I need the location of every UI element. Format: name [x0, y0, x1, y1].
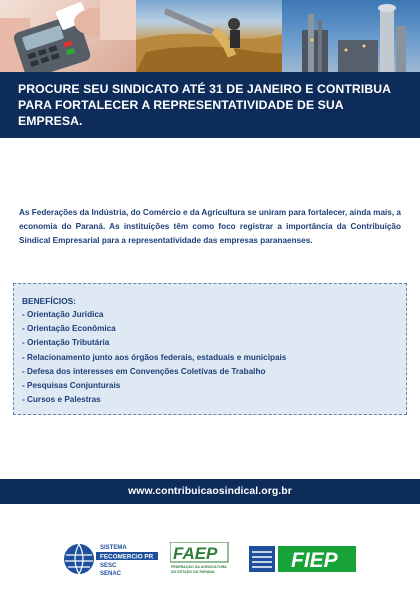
faep-logo — [170, 542, 232, 576]
industrial-plant-illustration — [282, 0, 420, 72]
faep-subtitle-2: DO ESTADO DO PARANÁ — [171, 570, 215, 574]
headline-line-2: PARA FORTALECER A REPRESENTATIVIDADE DE SUA EMPRESA. — [18, 98, 344, 128]
headline-line-1: PROCURE SEU SINDICATO ATÉ 31 DE JANEIRO E CONTRIBUA — [18, 82, 392, 96]
benefit-item: - Cursos e Palestras — [22, 395, 101, 405]
benefits-title: BENEFÍCIOS: — [22, 296, 76, 306]
headline-banner — [0, 72, 420, 138]
benefit-item: - Defesa dos interesses em Convenções Coletivas de Trabalho — [22, 366, 266, 376]
senac-label: SENAC — [100, 571, 122, 576]
website-link[interactable]: www.contribuicaosindical.org.br — [128, 486, 292, 497]
fiep-emblem-icon — [249, 546, 275, 572]
photo-grain-harvest — [136, 0, 282, 72]
card-terminal-illustration — [0, 0, 136, 72]
globe-icon — [64, 544, 94, 574]
partner-logos — [0, 540, 420, 580]
benefit-item: - Relacionamento junto aos órgãos federais, estaduais e municipais — [22, 352, 287, 362]
benefits-box — [13, 283, 407, 415]
intro-paragraph: As Federações da Indústria, do Comércio e da Agricultura se uniram para fortalecer, ainda mais, a economia do Paraná. As instituições têm como foco registrar a importância da Contribuição Sindical Empresarial para a representatividade das empresas paranaenses. — [19, 208, 401, 246]
headline — [18, 81, 402, 129]
sistema-label: SISTEMA — [100, 545, 127, 551]
header-photo-strip — [0, 0, 420, 72]
sistema-fecomercio-logo — [62, 542, 158, 576]
benefit-item: - Orientação Econômica — [22, 324, 116, 334]
grain-harvest-illustration — [136, 0, 282, 72]
fiep-logo — [249, 544, 357, 574]
benefits-list — [22, 308, 398, 407]
photo-card-payment — [0, 0, 136, 72]
faep-subtitle-1: FEDERAÇÃO DA AGRICULTURA — [171, 565, 227, 569]
benefit-item: - Orientação Tributária — [22, 338, 110, 348]
website-banner — [0, 479, 420, 504]
fecomercio-label: FECOMERCIO PR — [100, 553, 154, 561]
faep-wordmark: FAEP — [173, 544, 218, 563]
fiep-wordmark: FIEP — [291, 549, 338, 572]
benefit-item: - Pesquisas Conjunturais — [22, 381, 121, 391]
photo-industry — [282, 0, 420, 72]
sesc-label: SESC — [100, 563, 117, 569]
benefit-item: - Orientação Jurídica — [22, 310, 104, 319]
